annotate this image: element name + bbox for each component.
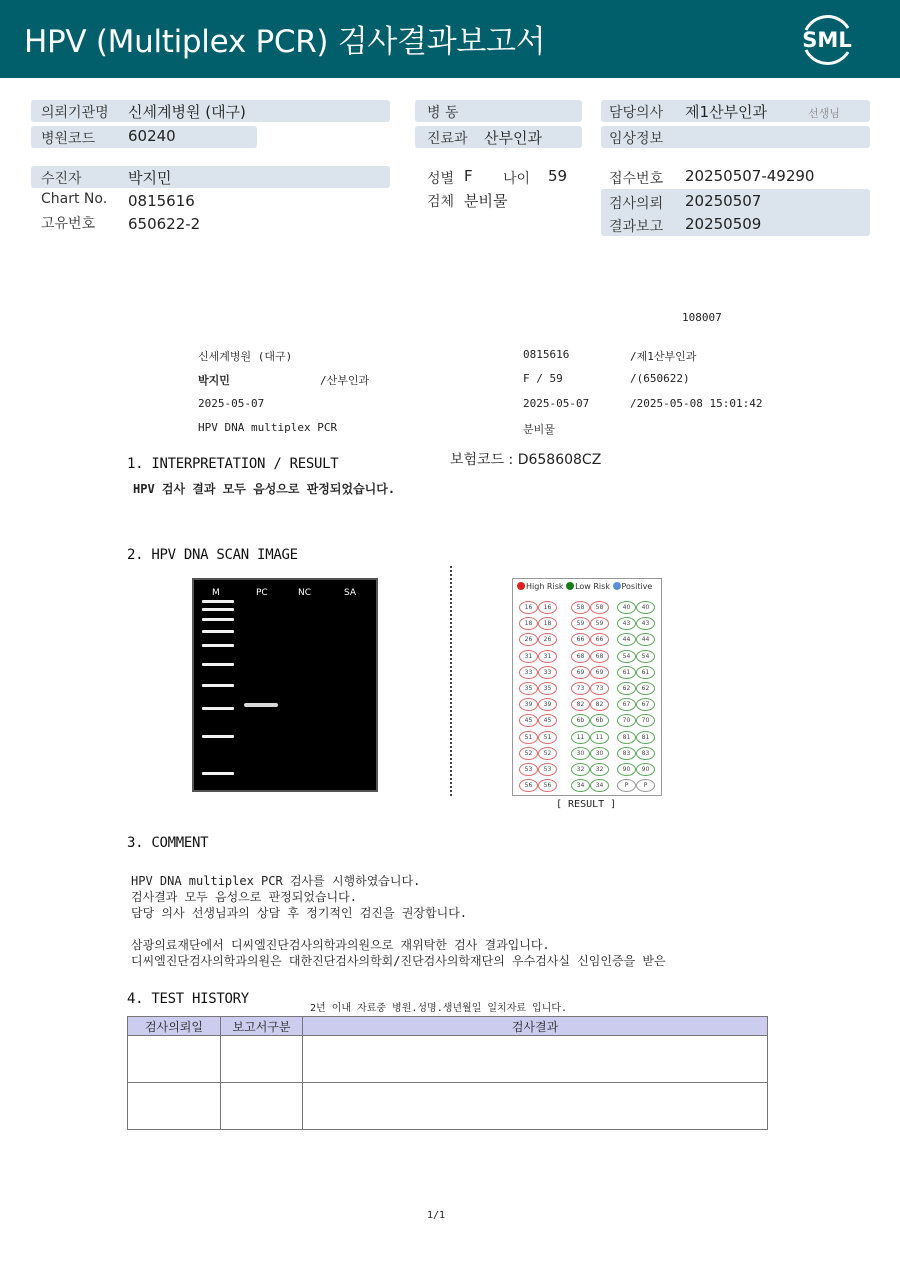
chip-well: 69 — [590, 666, 609, 679]
chip-well: 18 — [538, 617, 557, 630]
chip-well: 31 — [538, 650, 557, 663]
chip-well: 39 — [519, 698, 538, 711]
comment-line-2: 검사결과 모두 음성으로 판정되었습니다. — [131, 890, 357, 904]
chip-well: 67 — [617, 698, 636, 711]
legend-low-risk: Low Risk — [575, 582, 610, 591]
ladder-band — [202, 772, 234, 775]
summary-date2: 2025-05-07 — [523, 397, 590, 410]
logo-text: SML — [802, 28, 852, 52]
chip-well: 52 — [538, 747, 557, 760]
chip-well: 67 — [636, 698, 655, 711]
chip-well: 54 — [617, 650, 636, 663]
chip-well: 69 — [571, 666, 590, 679]
result-label: [ RESULT ] — [556, 799, 617, 810]
chip-well: 66 — [571, 633, 590, 646]
chip-well: 44 — [636, 633, 655, 646]
positive-dot — [613, 582, 621, 590]
chip-well: 54 — [636, 650, 655, 663]
doctor-label: 담당의사 — [609, 105, 664, 121]
ladder-band — [202, 608, 234, 611]
age-label: 나이 — [503, 171, 531, 187]
ladder-band — [202, 618, 234, 621]
chip-well: 82 — [571, 698, 590, 711]
summary-doctor: /제1산부인과 — [630, 350, 697, 363]
ladder-band — [202, 630, 234, 633]
summary-hospital: 신세계병원 (대구) — [198, 350, 293, 363]
col-request-date: 검사의뢰일 — [128, 1017, 221, 1036]
chip-well: 45 — [519, 714, 538, 727]
gel-lane-sa: SA — [344, 588, 357, 598]
ladder-band — [202, 600, 234, 603]
chip-well: 40 — [636, 601, 655, 614]
comment-line-1: HPV DNA multiplex PCR 검사를 시행하였습니다. — [131, 874, 421, 888]
chip-well: 35 — [519, 682, 538, 695]
summary-date1: 2025-05-07 — [198, 397, 265, 410]
chip-well: 68 — [571, 650, 590, 663]
gel-lane-pc: PC — [256, 588, 268, 598]
patient-value: 박지민 — [128, 169, 172, 187]
doctor-value: 제1산부인과 — [685, 103, 767, 121]
ladder-band — [202, 707, 234, 710]
report-value: 20250509 — [685, 215, 762, 233]
report-header — [0, 0, 900, 78]
report-label: 결과보고 — [609, 219, 664, 235]
comment-line-3: 담당 의사 선생님과의 상담 후 정기적인 검진을 권장합니다. — [131, 906, 468, 920]
insurance-code: 보험코드 : D658608CZ — [450, 452, 602, 468]
chip-legend — [517, 582, 652, 591]
chip-well: 83 — [617, 747, 636, 760]
clinical-label: 임상정보 — [609, 131, 664, 147]
patient-label: 수진자 — [41, 171, 82, 187]
chip-well: 62 — [617, 682, 636, 695]
section1-text: HPV 검사 결과 모두 음성으로 판정되었습니다. — [133, 482, 396, 496]
chip-well: 26 — [519, 633, 538, 646]
chip-well: 51 — [538, 731, 557, 744]
section4-title: 4. TEST HISTORY — [127, 991, 249, 1007]
chip-well: 82 — [590, 698, 609, 711]
section3-title: 3. COMMENT — [127, 835, 209, 851]
chip-well: 68 — [590, 650, 609, 663]
sex-label: 성별 — [427, 171, 455, 187]
chip-well: 51 — [519, 731, 538, 744]
chip-well: 56 — [538, 779, 557, 792]
chart-label: Chart No. — [41, 191, 108, 207]
chip-well: 90 — [617, 763, 636, 776]
comment-line-5: 삼광의료재단에서 디씨엘진단검사의학과의원으로 재위탁한 검사 결과입니다. — [131, 938, 550, 952]
summary-chart: 0815616 — [523, 348, 570, 361]
unique-value: 650622-2 — [128, 215, 201, 233]
chip-well: P — [636, 779, 655, 792]
gel-lane-m: M — [212, 588, 220, 598]
test-history-table — [127, 1016, 768, 1130]
chip-well: 11 — [590, 731, 609, 744]
sml-logo — [796, 12, 858, 66]
chip-well: 11 — [571, 731, 590, 744]
specimen-value: 분비물 — [464, 192, 508, 210]
gel-image — [192, 578, 378, 792]
chip-well: 33 — [538, 666, 557, 679]
receipt-value: 20250507-49290 — [685, 167, 815, 185]
ladder-band — [202, 735, 234, 738]
chip-well: 66 — [590, 633, 609, 646]
chip-well: 35 — [538, 682, 557, 695]
chip-well: 58 — [590, 601, 609, 614]
chip-well: 81 — [617, 731, 636, 744]
chip-well: 6b — [590, 714, 609, 727]
hospital-code-value: 60240 — [128, 127, 176, 145]
comment-line-6: 디씨엘진단검사의학과의원은 대한진단검사의학회/진단검사의학재단의 우수검사실 신임인증을 받은 — [131, 954, 666, 968]
pc-band — [244, 703, 278, 707]
ladder-band — [202, 663, 234, 666]
chip-well: 83 — [636, 747, 655, 760]
chip-well: 34 — [571, 779, 590, 792]
sex-value: F — [464, 167, 473, 185]
chip-well: 6b — [571, 714, 590, 727]
chip-well: 52 — [519, 747, 538, 760]
chip-well: 32 — [571, 763, 590, 776]
chip-well: 18 — [519, 617, 538, 630]
gel-lane-nc: NC — [298, 588, 312, 598]
chip-well: 61 — [636, 666, 655, 679]
chip-well: 33 — [519, 666, 538, 679]
section1-title: 1. INTERPRETATION / RESULT — [127, 456, 339, 472]
table-row — [128, 1036, 768, 1083]
chip-well: 30 — [590, 747, 609, 760]
page-number: 1/1 — [427, 1210, 446, 1221]
image-divider — [450, 566, 452, 796]
department-label: 진료과 — [427, 131, 468, 147]
chip-well: 59 — [590, 617, 609, 630]
chip-well: 30 — [571, 747, 590, 760]
department-value: 산부인과 — [484, 129, 542, 147]
legend-high-risk: High Risk — [526, 582, 564, 591]
chip-well: 62 — [636, 682, 655, 695]
request-label: 검사의뢰 — [609, 196, 664, 212]
low-risk-dot — [566, 582, 574, 590]
summary-dept: /산부인과 — [320, 374, 370, 387]
history-note: 2년 이내 자료중 병원.성명.생년월일 일치자료 입니다. — [310, 1003, 568, 1014]
summary-sex-age: F / 59 — [523, 372, 563, 385]
summary-test: HPV DNA multiplex PCR — [198, 421, 338, 434]
ladder-band — [202, 644, 234, 647]
high-risk-dot — [517, 582, 525, 590]
request-value: 20250507 — [685, 192, 762, 210]
chip-well: 43 — [617, 617, 636, 630]
chip-well: 53 — [538, 763, 557, 776]
chip-well: 90 — [636, 763, 655, 776]
chip-well: 61 — [617, 666, 636, 679]
summary-patient: 박지민 — [198, 374, 230, 387]
doctor-suffix: 선생님 — [808, 107, 840, 120]
chip-well: 73 — [571, 682, 590, 695]
ladder-band — [202, 684, 234, 687]
summary-birth: /(650622) — [630, 372, 690, 385]
col-result: 검사결과 — [303, 1017, 768, 1036]
chip-well: P — [617, 779, 636, 792]
chart-value: 0815616 — [128, 192, 195, 210]
hpv-chip-result — [512, 578, 662, 796]
chip-well: 31 — [519, 650, 538, 663]
institution-label: 의뢰기관명 — [41, 105, 109, 121]
report-title: HPV (Multiplex PCR) 검사결과보고서 — [24, 24, 546, 60]
chip-well: 70 — [636, 714, 655, 727]
chip-well: 39 — [538, 698, 557, 711]
chip-well: 73 — [590, 682, 609, 695]
chip-well: 16 — [519, 601, 538, 614]
chip-well: 70 — [617, 714, 636, 727]
legend-positive: Positive — [621, 582, 653, 591]
chip-well: 44 — [617, 633, 636, 646]
chip-well: 45 — [538, 714, 557, 727]
chip-well: 40 — [617, 601, 636, 614]
specimen-label: 검체 — [427, 194, 455, 210]
institution-value: 신세계병원 (대구) — [128, 103, 246, 121]
chip-well: 53 — [519, 763, 538, 776]
chip-well: 43 — [636, 617, 655, 630]
summary-code: 108007 — [682, 311, 722, 324]
ward-label: 병 동 — [427, 105, 459, 121]
patient-bar — [31, 166, 390, 188]
unique-label: 고유번호 — [41, 216, 96, 232]
hospital-code-label: 병원코드 — [41, 131, 96, 147]
chip-well: 56 — [519, 779, 538, 792]
age-value: 59 — [548, 167, 568, 185]
chip-well: 34 — [590, 779, 609, 792]
summary-specimen: 분비물 — [523, 423, 555, 436]
chip-well: 32 — [590, 763, 609, 776]
table-header-row — [128, 1017, 768, 1036]
chip-well: 58 — [571, 601, 590, 614]
chip-well: 26 — [538, 633, 557, 646]
section2-title: 2. HPV DNA SCAN IMAGE — [127, 547, 298, 563]
summary-datetime: /2025-05-08 15:01:42 — [630, 397, 763, 410]
chip-well: 59 — [571, 617, 590, 630]
table-row — [128, 1083, 768, 1130]
col-report-type: 보고서구분 — [221, 1017, 303, 1036]
chip-well: 16 — [538, 601, 557, 614]
chip-well: 81 — [636, 731, 655, 744]
receipt-label: 접수번호 — [609, 171, 664, 187]
